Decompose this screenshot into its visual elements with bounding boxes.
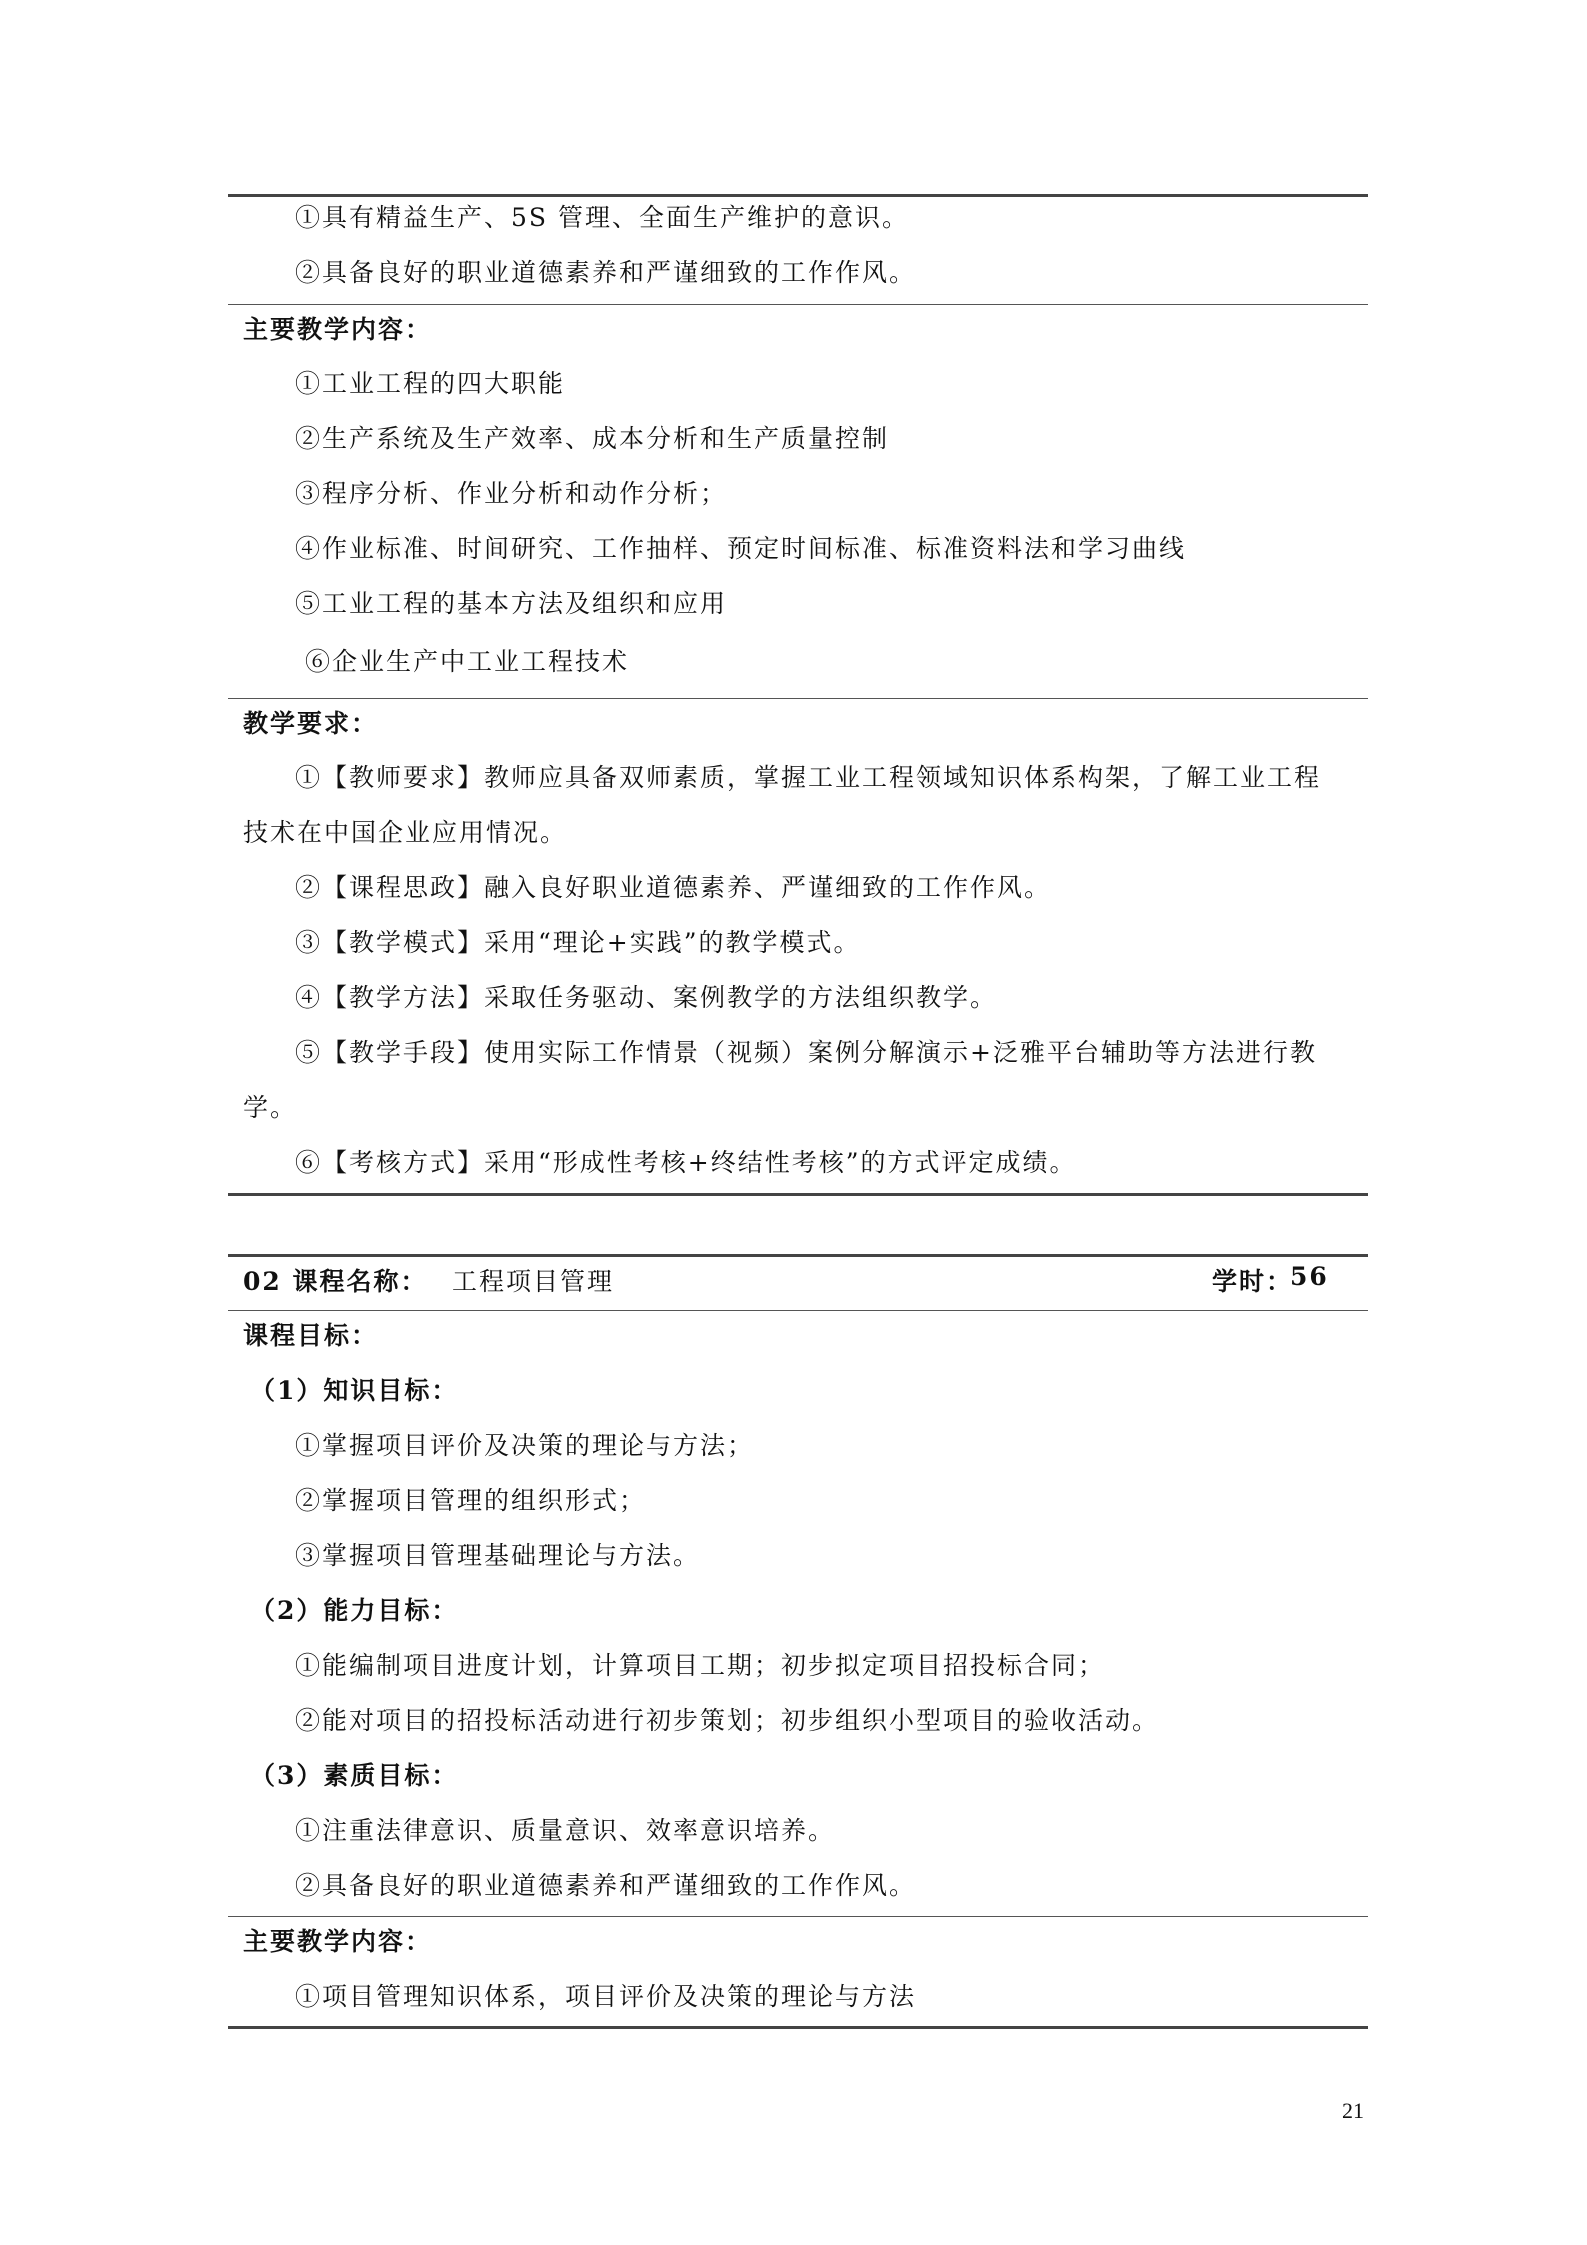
course-bottom-rule <box>228 2026 1368 2029</box>
ability-item-2: ②能对项目的招投标活动进行初步策划；初步组织小型项目的验收活动。 <box>295 1706 1160 1735</box>
content-item-3: ③程序分析、作业分析和动作分析； <box>295 479 728 508</box>
content-item-4: ④作业标准、时间研究、工作抽样、预定时间标准、标准资料法和学习曲线 <box>295 534 1187 563</box>
divider <box>228 304 1368 305</box>
goal-heading: 课程目标： <box>243 1321 379 1350</box>
divider <box>228 1310 1368 1311</box>
section-end-rule <box>228 1193 1368 1196</box>
content-item-2: ②生产系统及生产效率、成本分析和生产质量控制 <box>295 424 890 453</box>
requirement-1: ①【教师要求】教师应具备双师素质，掌握工业工程领域知识体系构架，了解工业工程 <box>295 763 1322 792</box>
requirement-2: ②【课程思政】融入良好职业道德素养、严谨细致的工作作风。 <box>295 873 1052 902</box>
content-heading-2: 主要教学内容： <box>243 1927 433 1956</box>
quality-item-2: ②具备良好的职业道德素养和严谨细致的工作作风。 <box>295 258 917 287</box>
page-number: 21 <box>1342 2098 1364 2123</box>
quality-heading: （3）素质目标： <box>250 1761 459 1790</box>
content-item-1: ①工业工程的四大职能 <box>295 369 566 398</box>
quality-item-2: ②具备良好的职业道德素养和严谨细致的工作作风。 <box>295 1871 917 1900</box>
quality-item-1: ①具有精益生产、5S 管理、全面生产维护的意识。 <box>295 203 909 232</box>
knowledge-item-3: ③掌握项目管理基础理论与方法。 <box>295 1541 701 1570</box>
course-label: 02 课程名称： <box>243 1267 428 1296</box>
divider <box>228 698 1368 699</box>
content-item-5: ⑤工业工程的基本方法及组织和应用 <box>295 589 728 618</box>
requirement-5-cont: 学。 <box>243 1093 298 1122</box>
knowledge-item-2: ②掌握项目管理的组织形式； <box>295 1486 647 1515</box>
ability-item-1: ①能编制项目进度计划，计算项目工期；初步拟定项目招投标合同； <box>295 1651 1106 1680</box>
ability-heading: （2）能力目标： <box>250 1596 459 1625</box>
content-item-6: ⑥企业生产中工业工程技术 <box>305 647 630 676</box>
requirements-heading: 教学要求： <box>243 709 379 738</box>
requirement-3: ③【教学模式】采用“理论+实践”的教学模式。 <box>295 928 861 957</box>
hours-value: 56 <box>1290 1262 1329 1291</box>
divider <box>228 1916 1368 1917</box>
requirement-1-cont: 技术在中国企业应用情况。 <box>243 818 568 847</box>
requirement-6: ⑥【考核方式】采用“形成性考核+终结性考核”的方式评定成绩。 <box>295 1148 1077 1177</box>
requirement-4: ④【教学方法】采取任务驱动、案例教学的方法组织教学。 <box>295 983 998 1012</box>
quality-item-1: ①注重法律意识、质量意识、效率意识培养。 <box>295 1816 836 1845</box>
content-item-2-1: ①项目管理知识体系，项目评价及决策的理论与方法 <box>295 1982 917 2011</box>
top-rule <box>228 194 1368 197</box>
knowledge-item-1: ①掌握项目评价及决策的理论与方法； <box>295 1431 755 1460</box>
course-top-rule <box>228 1254 1368 1257</box>
content-heading: 主要教学内容： <box>243 315 433 344</box>
knowledge-heading: （1）知识目标： <box>250 1376 459 1405</box>
requirement-5: ⑤【教学手段】使用实际工作情景（视频）案例分解演示+泛雅平台辅助等方法进行教 <box>295 1038 1317 1067</box>
course-name: 工程项目管理 <box>452 1267 615 1296</box>
hours-label: 学时： <box>1212 1267 1294 1296</box>
